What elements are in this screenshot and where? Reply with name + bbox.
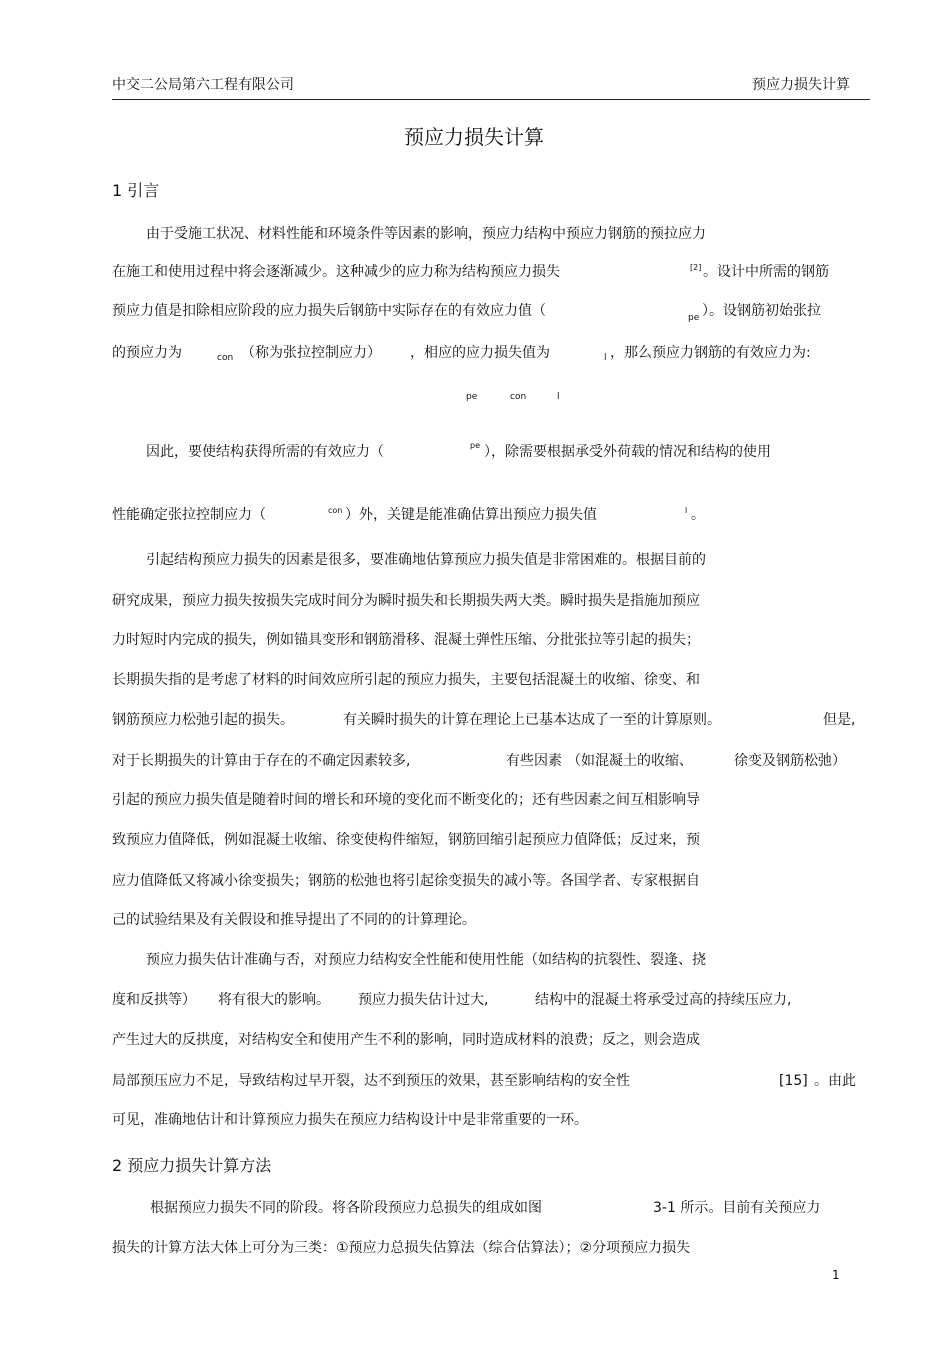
paragraph-line: ），除需要根据承受外荷载的情况和结构的使用	[484, 444, 771, 460]
paragraph-line: 钢筋预应力松弛引起的损失。	[112, 712, 294, 728]
paragraph-line: 徐变及钢筋松弛）	[734, 753, 846, 769]
paragraph-line: ）。设钢筋初始张拉	[702, 303, 821, 319]
paragraph-line: 力时短时内完成的损失，例如锚具变形和钢筋滑移、混凝土弹性压缩、分批张拉等引起的损失；	[112, 632, 700, 648]
paragraph-line: 长期损失指的是考虑了材料的时间效应所引起的预应力损失，主要包括混凝土的收缩、徐变、和	[112, 672, 700, 688]
paragraph-line: 3-1 所示。目前有关预应力	[653, 1200, 821, 1216]
paragraph-line: 引起的预应力损失值是随着时间的增长和环境的变化而不断变化的；还有些因素之间互相影响导	[112, 792, 700, 808]
paragraph-line: 损失的计算方法大体上可分为三类：①预应力总损失估算法（综合估算法）；②分项预应力损失	[112, 1240, 691, 1256]
paragraph-line: 预应力损失估计过大,	[358, 992, 489, 1008]
paragraph-line: 研究成果，预应力损失按损失完成时间分为瞬时损失和长期损失两大类。瞬时损失是指施加预应	[112, 593, 700, 609]
symbol-superscript: l	[685, 506, 688, 515]
citation-ref: [15]	[779, 1073, 808, 1089]
symbol-subscript: pe	[688, 313, 700, 323]
formula-symbol: pe	[466, 392, 478, 402]
paragraph-line: （称为张拉控制应力）	[241, 345, 381, 361]
paragraph-line: 可见，准确地估计和计算预应力损失在预应力结构设计中是非常重要的一环。	[112, 1112, 588, 1128]
paragraph-line: 的预应力为	[112, 345, 182, 361]
formula-symbol: con	[510, 392, 527, 402]
paragraph-line: 在施工和使用过程中将会逐渐减少。这种减少的应力称为结构预应力损失	[112, 264, 560, 280]
paragraph-line: 对于长期损失的计算由于存在的不确定因素较多,	[112, 753, 411, 769]
symbol-superscript: con	[328, 506, 343, 515]
header-doc-title: 预应力损失计算	[752, 77, 850, 93]
paragraph-line: 产生过大的反拱度，对结构安全和使用产生不利的影响，同时造成材料的浪费；反之，则会造成	[112, 1032, 700, 1048]
paragraph-line: 性能确定张拉控制应力（	[112, 507, 266, 523]
paragraph-line: 。	[691, 507, 705, 523]
symbol-subscript: l	[604, 353, 607, 363]
paragraph-line: 由于受施工状况、材料性能和环境条件等因素的影响，预应力结构中预应力钢筋的预拉应力	[146, 226, 706, 242]
paragraph-line: 有关瞬时损失的计算在理论上已基本达成了一至的计算原则。	[343, 712, 721, 728]
paragraph-line: ，那么预应力钢筋的有效应力为:	[610, 345, 811, 361]
paragraph-line: 。由此	[814, 1073, 856, 1089]
symbol-superscript: pe	[470, 441, 480, 450]
formula-symbol: l	[557, 392, 560, 402]
paragraph-line: 但是,	[823, 712, 856, 728]
paragraph-line: ）外，关键是能准确估算出预应力损失值	[345, 507, 597, 523]
paragraph-line: 因此，要使结构获得所需的有效应力（	[146, 444, 384, 460]
paragraph-line: 度和反拱等）	[112, 992, 196, 1008]
page-title: 预应力损失计算	[404, 125, 544, 149]
paragraph-line: 局部预压应力不足，导致结构过早开裂，达不到预压的效果，甚至影响结构的安全性	[112, 1073, 630, 1089]
paragraph-line: 应力值降低又将减小徐变损失；钢筋的松弛也将引起徐变损失的减小等。各国学者、专家根据自	[112, 873, 700, 889]
paragraph-line: ，相应的应力损失值为	[410, 345, 550, 361]
paragraph-line: 致预应力值降低，例如混凝土收缩、徐变使构件缩短，钢筋回缩引起预应力值降低；反过来，预	[112, 832, 700, 848]
section-heading-1: 1 引言	[112, 181, 160, 200]
page-number: 1	[832, 1268, 840, 1282]
paragraph-line: （如混凝土的收缩、	[567, 753, 693, 769]
paragraph-line: 根据预应力损失不同的阶段。将各阶段预应力总损失的组成如图	[150, 1200, 542, 1216]
paragraph-line: 结构中的混凝土将承受过高的持续压应力,	[535, 992, 792, 1008]
section-heading-2: 2 预应力损失计算方法	[112, 1156, 272, 1175]
paragraph-line: 预应力值是扣除相应阶段的应力损失后钢筋中实际存在的有效应力值（	[112, 303, 546, 319]
header-divider	[112, 99, 870, 100]
paragraph-line: 引起结构预应力损失的因素是很多，要准确地估算预应力损失值是非常困难的。根据目前的	[146, 552, 706, 568]
paragraph-line: 预应力损失估计准确与否，对预应力结构安全性能和使用性能（如结构的抗裂性、裂逢、挠	[146, 952, 706, 968]
paragraph-line: 己的试验结果及有关假设和推导提出了不同的的计算理论。	[112, 912, 476, 928]
paragraph-line: 将有很大的影响。	[218, 992, 330, 1008]
paragraph-line: 。设计中所需的钢筋	[703, 264, 829, 280]
header-company: 中交二公局第六工程有限公司	[112, 77, 294, 93]
symbol-subscript: con	[217, 353, 234, 363]
paragraph-line: 有些因素	[506, 753, 562, 769]
citation-ref: [2]	[690, 263, 702, 272]
